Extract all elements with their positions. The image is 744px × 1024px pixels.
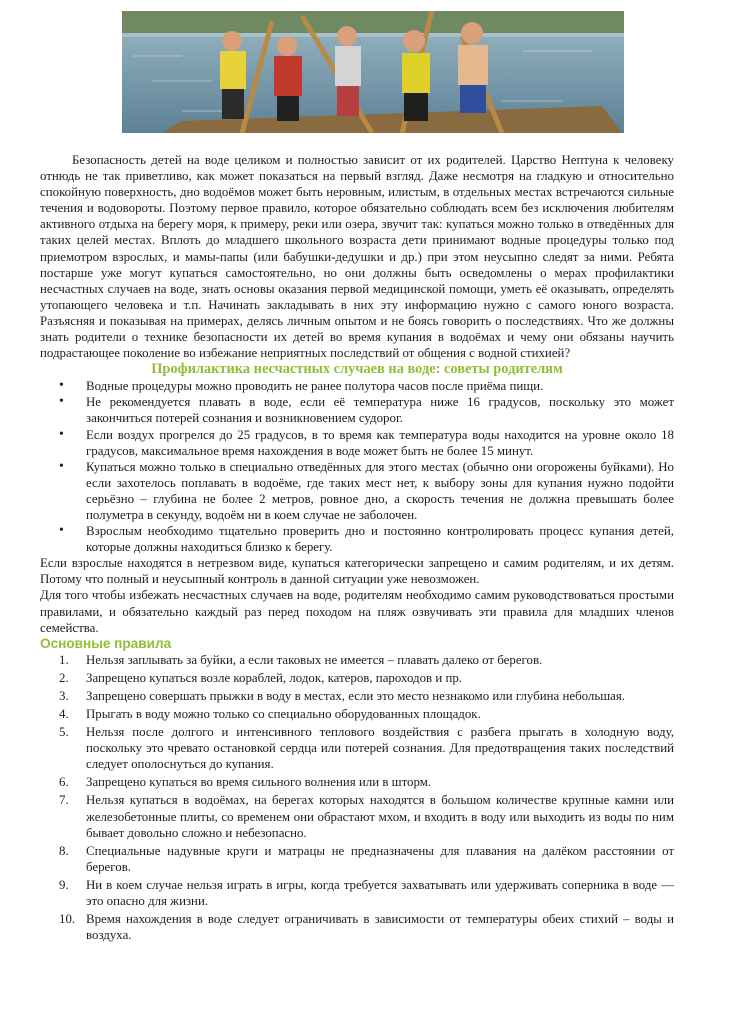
list-item: Специальные надувные круги и матрацы не предназначены для плавания на далёком расстоянии от берегов. — [86, 843, 674, 874]
list-item: Время нахождения в воде следует ограничивать в зависимости от температуры обеих стихий – воды и воздуха. — [86, 912, 674, 943]
list-item: • Водные процедуры можно проводить не ранее полутора часов после приёма пищи. — [86, 378, 674, 394]
photo-illustration — [122, 11, 624, 133]
list-item: Запрещено купаться возле кораблей, лодок, катеров, пароходов и пр. — [86, 670, 463, 685]
list-item: Запрещено совершать прыжки в воду в местах, если это место незнакомо или глубина небольшая. — [86, 688, 626, 703]
tips-list — [40, 378, 674, 555]
list-item: Нельзя после долгого и интенсивного теплового воздействия с разбега прыгать в холодную воду, поскольку это чревато остановкой сердца или потерей сознания. Для предотвращения таких последствий следует ополоснуться до купания. — [86, 725, 674, 772]
adults-paragraph: Если взрослые находятся в нетрезвом виде, купаться категорически запрещено и самим родителям, и их детям. Потому что полный и неусыпный контроль в данной ситуации уже невозможен. — [40, 556, 674, 587]
article-body — [40, 152, 674, 945]
list-item: Ни в коем случае нельзя играть в игры, когда требуется захватывать или удерживать соперника в воде — это опасно для жизни. — [86, 877, 674, 909]
rules-intro-paragraph: Для того чтобы избежать несчастных случаев на воде, родителям необходимо самим руководствоваться простыми правилами, и обязательно каждый раз перед походом на пляж озвучивать эти правила для младших членов семейства. — [40, 588, 674, 635]
list-item: • Купаться можно только в специально отведённых для этого местах (обычно они огорожены буйками). Но если захотелось поплавать в водоёме, где таких мест нет, к выбору зоны для купания нужно подойти серьёзно – глубина не более 2 метров, ровное дно, а скорость течения не должна превышать более полуметра в секунду, водоём ни в коем случае не заболочен. — [86, 459, 674, 523]
rules-list — [40, 652, 674, 944]
list-item: • Не рекомендуется плавать в воде, если её температура ниже 16 градусов, поскольку это может закончиться потерей сознания и возникновением судорог. — [86, 394, 674, 426]
list-item: Прыгать в воду можно только со специально оборудованных площадок. — [86, 707, 481, 721]
tips-heading: Профилактика несчастных случаев на воде: советы родителям — [151, 361, 563, 378]
intro-paragraph: Безопасность детей на воде целиком и полностью зависит от их родителей. Царство Нептуна к человеку отнюдь не так приветливо, как может показаться на первый взгляд. Даже несмотря на гладкую и относительно спокойную поверхность, дно водоёмов может быть неровным, илистым, в отдельных местах встречаются сильные течения и водовороты. Поэтому первое правило, которое обязательно соблюдать всем без исключения любителям активного отдыха на берегу моря, к примеру, реки или озера, звучит так: купаться можно только в отведённых для таких целей местах. Вплоть до младшего школьного возраста дети принимают водные процедуры только под приемотром взрослых, и мамы-папы (или бабушки-дедушки и др.) при этом неусыпно следят за ними. Ребята постарше уже могут купаться самостоятельно, но они должны быть осведомлены о мерах профилактики несчастных случаев на воде, знать основы оказания первой медицинской помощи, уметь её оказывать, определять утопающего человека и т.п. Начинать закладывать в них эту информацию нужно с самого юного возраста. Разъясняя и показывая на примерах, делясь личным опытом и не боясь говорить о последствиях. Что же должны знать родители о технике безопасности их детей во время купания в водоёмах и чему они обязаны научить подрастающее поколение во избежание неприятных последствий от общения с водной стихией? — [40, 153, 674, 361]
list-item: Нельзя купаться в водоёмах, на берегах которых находятся в большом количестве крупные камни или железобетонные плиты, со временем они обрастают мхом, и входить в воду или выходить из воды по ним бывает довольно сложно и небезопасно. — [86, 793, 674, 840]
list-item: • Если воздух прогрелся до 25 градусов, в то время как температура воды находится на уровне около 18 градусов, максимальное время нахождения в воде может быть не более 15 минут. — [86, 427, 674, 459]
list-item: • Взрослым необходимо тщательно проверить дно и постоянно контролировать процесс купания детей, которые должны находиться близко к берегу. — [86, 523, 674, 555]
rules-heading: Основные правила — [40, 635, 172, 651]
list-item: Нельзя заплывать за буйки, а если таковых не имеется – плавать далеко от берегов. — [86, 652, 543, 667]
children-on-raft-photo — [122, 11, 624, 133]
list-item: Запрещено купаться во время сильного волнения или в шторм. — [86, 775, 432, 790]
